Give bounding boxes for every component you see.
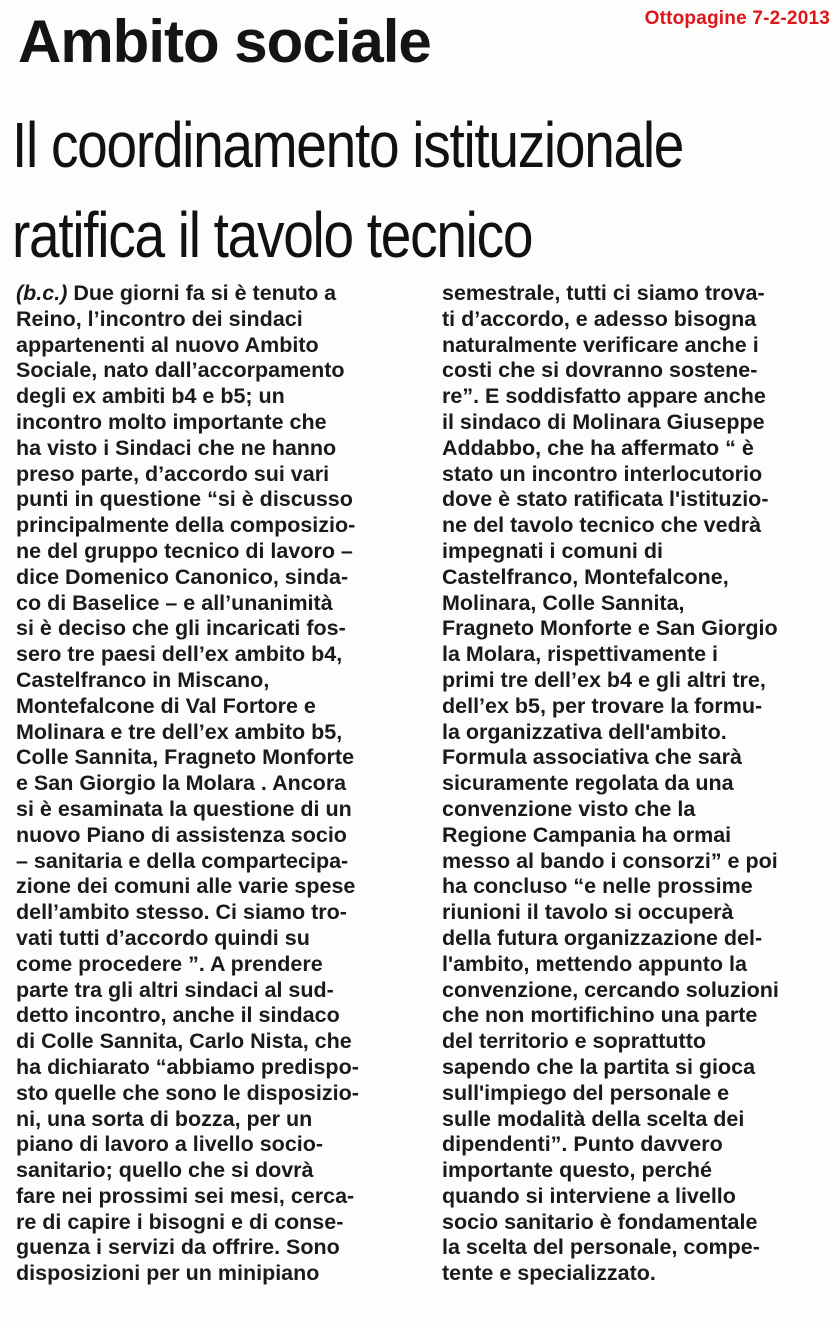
article-line: della futura organizzazione del- — [442, 925, 763, 950]
article-line: stato un incontro interlocutorio — [442, 461, 763, 486]
section-kicker: Ambito sociale — [18, 8, 431, 75]
source-label: Ottopagine 7-2-2013 — [644, 8, 830, 29]
article-line: socio sanitario è fondamentale — [442, 1209, 758, 1234]
article-line: ha concluso “e nelle prossime — [442, 874, 753, 899]
headline-line-2: ratifica il tavolo tecnico — [12, 199, 533, 271]
article-line: sicuramente regolata da una — [442, 771, 734, 796]
article-line: dell’ambito stesso. Ci siamo tro- — [16, 900, 347, 925]
article-line: Sociale, nato dall’accorpamento — [16, 358, 345, 383]
headline — [12, 100, 832, 280]
article-line: l'ambito, mettendo appunto la — [442, 951, 747, 976]
article-line: la scelta del personale, compe- — [442, 1235, 760, 1260]
article-line — [16, 281, 416, 307]
article-line: ha visto i Sindaci che ne hanno — [16, 435, 337, 460]
article-line: di Colle Sannita, Carlo Nista, che — [16, 1029, 352, 1054]
article-line: guenza i servizi da offrire. Sono — [16, 1235, 340, 1260]
article-line: Colle Sannita, Fragneto Monforte — [16, 745, 355, 770]
article-line: Castelfranco, Montefalcone, — [442, 564, 729, 589]
article-line: Montefalcone di Val Fortore e — [16, 693, 316, 718]
article-line: si è deciso che gli incaricati fos- — [16, 616, 346, 641]
article-line: ni, una sorta di bozza, per un — [16, 1106, 313, 1131]
byline: (b.c.) — [16, 281, 68, 305]
article-line: convenzione, cercando soluzioni — [442, 977, 779, 1002]
article-line: la Molara, rispettivamente i — [442, 642, 719, 667]
article-line: quando si interviene a livello — [442, 1183, 736, 1208]
article-line: del territorio e soprattutto — [442, 1029, 706, 1054]
article-line: Regione Campania ha ormai — [442, 822, 732, 847]
article-line: co di Baselice – e all’unanimità — [16, 590, 333, 615]
article-line: ti d’accordo, e adesso bisogna — [442, 306, 757, 331]
article-line: Molinara, Colle Sannita, — [442, 590, 685, 615]
article-line: sull'impiego del personale e — [442, 1080, 730, 1105]
article-line: ha dichiarato “abbiamo predispo- — [16, 1054, 359, 1079]
article-line: importante questo, perché — [442, 1158, 712, 1183]
article-line: primi tre dell’ex b4 e gli altri tre, — [442, 667, 766, 692]
article-line: fare nei prossimi sei mesi, cerca- — [16, 1183, 355, 1208]
article-line: sero tre paesi dell’ex ambito b4, — [16, 642, 343, 667]
article-line: parte tra gli altri sindaci al sud- — [16, 977, 334, 1002]
article-line: dell’ex b5, per trovare la formu- — [442, 693, 763, 718]
article-line: dipendenti”. Punto davvero — [442, 1132, 723, 1157]
article-line: re”. E soddisfatto appare anche — [442, 384, 766, 409]
article-line: piano di lavoro a livello socio- — [16, 1132, 324, 1157]
article-line: – sanitaria e della compartecipa- — [16, 848, 349, 873]
article-line: sanitario; quello che si dovrà — [16, 1158, 314, 1183]
article-column-left — [16, 281, 416, 1287]
article-line: Castelfranco in Miscano, — [16, 667, 270, 692]
article-line: costi che si dovranno sostene- — [442, 358, 758, 383]
article-line: che non mortifichino una parte — [442, 1003, 758, 1028]
article-line: appartenenti al nuovo Ambito — [16, 332, 319, 357]
article-line: semestrale, tutti ci siamo trova- — [442, 281, 765, 305]
article-line: il sindaco di Molinara Giuseppe — [442, 409, 765, 434]
article-line: dove è stato ratificata l'istituzio- — [442, 487, 769, 512]
article-line: riunioni il tavolo si occuperà — [442, 900, 734, 925]
article-line: zione dei comuni alle varie spese — [16, 874, 356, 899]
article-line: e San Giorgio la Molara . Ancora — [16, 771, 347, 796]
article-line: dice Domenico Canonico, sinda- — [16, 564, 349, 589]
article-line: come procedere ”. A prendere — [16, 951, 323, 976]
article-line: punti in questione “si è discusso — [16, 487, 353, 512]
article-line: disposizioni per un minipiano — [16, 1261, 320, 1286]
article-line: ne del gruppo tecnico di lavoro – — [16, 538, 353, 563]
article-line: nuovo Piano di assistenza socio — [16, 822, 347, 847]
article-line: tente e specializzato. — [442, 1261, 656, 1286]
article-line: sto quelle che sono le disposizio- — [16, 1080, 359, 1105]
article-line: la organizzativa dell'ambito. — [442, 719, 727, 744]
article-line: Fragneto Monforte e San Giorgio — [442, 616, 778, 641]
article-line-text: Due giorni fa si è tenuto a — [67, 281, 337, 305]
article-line: preso parte, d’accordo sui vari — [16, 461, 330, 486]
article-line: messo al bando i consorzi” e poi — [442, 848, 778, 873]
headline-line-1: Il coordinamento istituzionale — [12, 109, 684, 181]
article-line: Addabbo, che ha affermato “ è — [442, 435, 754, 460]
article-line: degli ex ambiti b4 e b5; un — [16, 384, 285, 409]
article-line: re di capire i bisogni e di conse- — [16, 1209, 344, 1234]
article-line: naturalmente verificare anche i — [442, 332, 759, 357]
article-line: detto incontro, anche il sindaco — [16, 1003, 340, 1028]
article-column-right — [442, 281, 834, 1287]
article-line: incontro molto importante che — [16, 409, 327, 434]
article-line: ne del tavolo tecnico che vedrà — [442, 513, 762, 538]
article-line: vati tutti d’accordo quindi su — [16, 925, 310, 950]
article-line: convenzione visto che la — [442, 796, 696, 821]
article-line: sapendo che la partita si gioca — [442, 1054, 756, 1079]
article-line: si è esaminata la questione di un — [16, 796, 352, 821]
article-line: Reino, l’incontro dei sindaci — [16, 306, 303, 331]
article-line: sulle modalità della scelta dei — [442, 1106, 745, 1131]
article-line: principalmente della composizio- — [16, 513, 356, 538]
article-line: Formula associativa che sarà — [442, 745, 742, 770]
article-line: Molinara e tre dell’ex ambito b5, — [16, 719, 343, 744]
article-line: impegnati i comuni di — [442, 538, 663, 563]
